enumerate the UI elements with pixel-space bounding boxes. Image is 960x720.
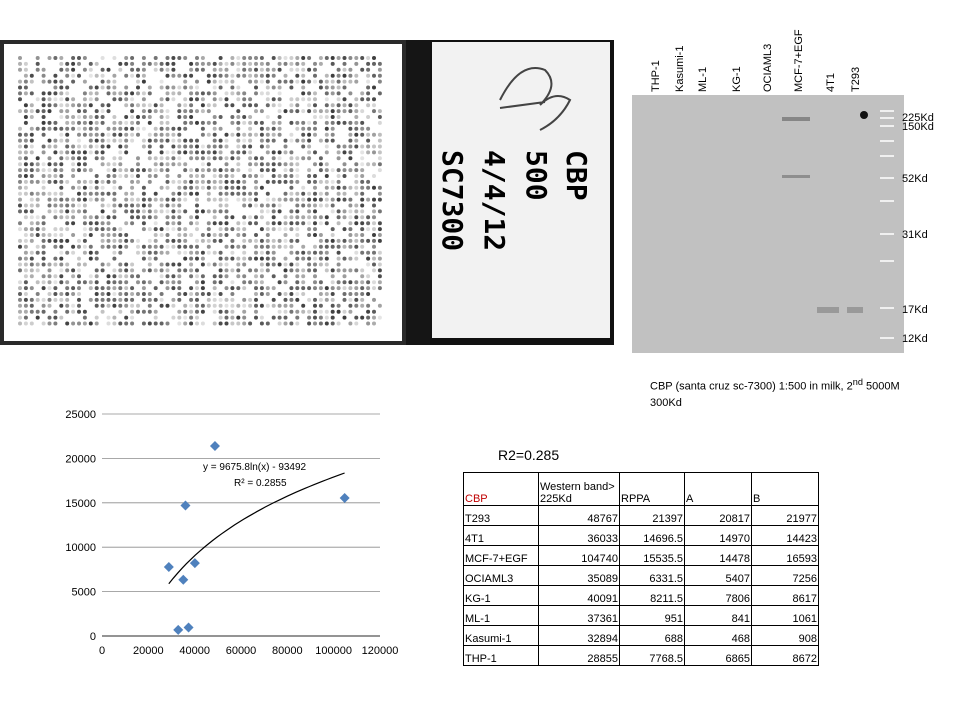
table-cell: 32894 (539, 626, 620, 646)
table-row (464, 646, 819, 666)
r2-label: R2=0.285 (498, 447, 560, 463)
x-tick-label: 120000 (361, 645, 399, 657)
data-point (178, 575, 188, 585)
marker-150kd: 150Kd (902, 121, 934, 133)
slide-label-line-2: 500 (520, 150, 553, 201)
table-cell: THP-1 (464, 646, 539, 666)
slide-label-line-1: CBP (560, 150, 593, 201)
y-tick-label: 5000 (71, 586, 96, 599)
y-tick-label: 20000 (65, 453, 96, 466)
table-cell: 7256 (752, 566, 819, 586)
y-tick-label: 15000 (65, 497, 96, 510)
table-header-cell: B (752, 473, 819, 506)
table-cell: 8617 (752, 586, 819, 606)
table-cell: 5407 (685, 566, 752, 586)
table-header-cell: CBP (464, 473, 539, 506)
x-tick-label: 40000 (179, 645, 210, 657)
table-header-cell: A (685, 473, 752, 506)
table-header-row (464, 473, 819, 506)
table-row (464, 626, 819, 646)
table-row (464, 546, 819, 566)
table-cell: 35089 (539, 566, 620, 586)
data-point (340, 493, 350, 503)
table-row (464, 506, 819, 526)
table-cell: 6865 (685, 646, 752, 666)
table-cell: OCIAML3 (464, 566, 539, 586)
y-tick-label: 0 (89, 631, 96, 643)
table-cell: 841 (685, 606, 752, 626)
table-cell: Kasumi-1 (464, 626, 539, 646)
data-point (173, 625, 183, 635)
table-row (464, 606, 819, 626)
table-row (464, 586, 819, 606)
table-cell: 16593 (752, 546, 819, 566)
table-header-cell: Western band> 225Kd (539, 473, 620, 506)
x-tick-label: 80000 (272, 645, 303, 657)
x-tick-label: 100000 (315, 645, 353, 657)
slide-label-line-3: 4/4/12 (478, 150, 511, 252)
table-cell: 104740 (539, 546, 620, 566)
marker-52kd: 52Kd (902, 173, 928, 185)
lane-label-kg1: KG-1 (731, 66, 743, 92)
marker-31kd: 31Kd (902, 229, 928, 241)
lane-label-ociaml3: OCIAML3 (762, 43, 774, 92)
table-cell: ML-1 (464, 606, 539, 626)
y-tick-label: 25000 (65, 409, 96, 421)
trend-equation: y = 9675.8ln(x) - 93492 (203, 462, 307, 473)
x-tick-label: 0 (98, 645, 106, 657)
table-row (464, 566, 819, 586)
data-table (463, 472, 819, 666)
lane-label-kasumi1: Kasumi-1 (674, 45, 686, 92)
marker-12kd: 12Kd (902, 333, 928, 345)
table-cell: 8211.5 (620, 586, 685, 606)
lane-label-mcf7egf: MCF-7+EGF (793, 29, 805, 92)
table-cell: 14423 (752, 526, 819, 546)
table-cell: 468 (685, 626, 752, 646)
table-cell: 4T1 (464, 526, 539, 546)
marker-17kd: 17Kd (902, 304, 928, 316)
x-tick-label: 20000 (133, 645, 164, 657)
table-cell: 688 (620, 626, 685, 646)
scatter-chart (60, 404, 400, 664)
lane-label-thp1: THP-1 (650, 60, 662, 92)
data-point (184, 623, 194, 633)
table-cell: 36033 (539, 526, 620, 546)
table-cell: MCF-7+EGF (464, 546, 539, 566)
y-tick-label: 10000 (65, 542, 96, 555)
table-cell: 1061 (752, 606, 819, 626)
table-row (464, 526, 819, 546)
table-cell: 21397 (620, 506, 685, 526)
slide-label-line-4: SC7300 (436, 150, 469, 252)
table-cell: 951 (620, 606, 685, 626)
table-cell: 908 (752, 626, 819, 646)
table-cell: 7806 (685, 586, 752, 606)
table-cell: 40091 (539, 586, 620, 606)
table-cell: 21977 (752, 506, 819, 526)
table-cell: 7768.5 (620, 646, 685, 666)
table-cell: 48767 (539, 506, 620, 526)
table-cell: 20817 (685, 506, 752, 526)
table-cell: 14970 (685, 526, 752, 546)
table-cell: 28855 (539, 646, 620, 666)
x-tick-label: 60000 (225, 645, 257, 657)
table-cell: 37361 (539, 606, 620, 626)
data-point (210, 441, 220, 451)
data-point (180, 500, 190, 510)
marker-225kd: 225Kd (902, 112, 934, 124)
table-header-cell: RPPA (620, 473, 685, 506)
lane-label-4t1: 4T1 (825, 73, 837, 92)
table-cell: 8672 (752, 646, 819, 666)
lane-label-ml1: ML-1 (697, 66, 709, 92)
western-blot-image (632, 95, 904, 353)
table-cell: 14478 (685, 546, 752, 566)
table-cell: 15535.5 (620, 546, 685, 566)
western-caption: CBP (santa cruz sc-7300) 1:500 in milk, 2nd 5000M 300Kd (650, 377, 900, 409)
table-cell: KG-1 (464, 586, 539, 606)
table-cell: 6331.5 (620, 566, 685, 586)
trend-r2: R² = 0.2855 (234, 478, 287, 489)
lane-label-t293: T293 (850, 66, 862, 92)
rppa-slide-image (0, 40, 614, 345)
data-point (164, 562, 174, 572)
table-cell: 14696.5 (620, 526, 685, 546)
table-cell: T293 (464, 506, 539, 526)
